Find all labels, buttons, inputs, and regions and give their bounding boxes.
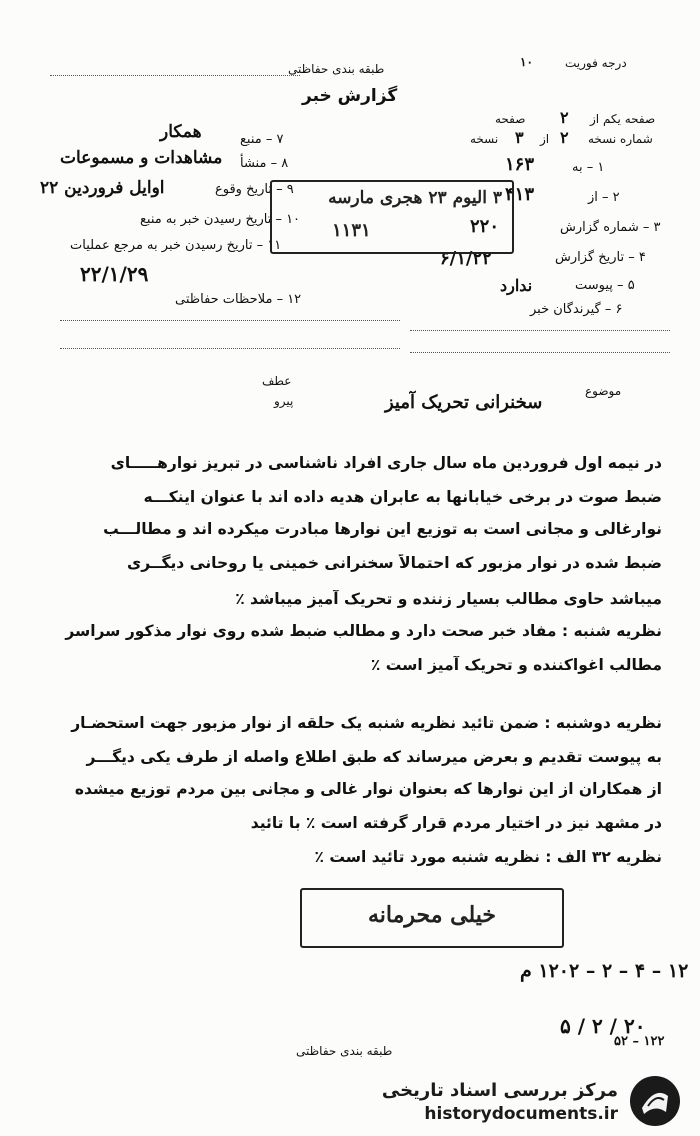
copy-number-label: شماره نسخه: [588, 132, 653, 146]
urgency-label: درجه فوریت: [565, 56, 627, 70]
side-note-reference: عطف: [262, 374, 292, 388]
body-line: در مشهد نیز در اختیار مردم قرار گرفته است ٪ با تائید: [250, 814, 662, 832]
body-line: به پیوست تقدیم و بعرض میرساند که طبق اطلاع واصله از طرف یکی دیگـــر: [86, 748, 662, 766]
field-recipients-label: ۶ – گیرندگان خبر: [530, 302, 623, 317]
body-line: از همکاران از این نوارها که بعنوان نوار غالی و مجانی بین مردم توزیع میشده: [74, 780, 662, 798]
field-occurrence-date-label: ۹ – تاریخ وقوع: [215, 182, 294, 197]
footer-classification-label: طبقه بندی حفاظتی: [296, 1044, 393, 1058]
field-attachment-label: ۵ – پیوست: [575, 278, 635, 293]
from-copy-label: از: [540, 132, 550, 146]
page-value: ۲: [560, 108, 569, 127]
field-to-value: ۱۶۳: [505, 154, 535, 175]
body-line: نظریه شنبه : مفاد خبر صحت دارد و مطالب ضبط شده روی نوار مذکور سراسر: [65, 622, 662, 640]
field-source-label: ۷ – منبع: [240, 132, 284, 147]
field-from-label: ۲ – از: [588, 190, 620, 205]
archive-logo-graphic: [630, 1076, 680, 1126]
field-report-date-label: ۴ – تاریخ گزارش: [555, 250, 646, 265]
field-from-value: ۴۱۳: [505, 184, 535, 205]
date-stamp-line1: ۳ الیوم ۲۳ هجری مارسه: [328, 188, 502, 208]
handwritten-note-date: ۱۲ – ۴ – ۲ – ۱۲۰۲ م: [520, 960, 689, 982]
subject-value: سخنرانی تحریک آمیز: [385, 392, 543, 413]
dotted-line: [50, 75, 300, 76]
dotted-line: [60, 320, 400, 321]
dotted-line: [60, 348, 400, 349]
field-report-date-value: ۶/۱/۲۲: [440, 248, 492, 269]
field-origin-label: ۸ – منشأ: [240, 156, 289, 171]
watermark-title: مرکز بررسی اسناد تاریخی: [381, 1080, 618, 1101]
watermark-url: historydocuments.ir: [424, 1104, 618, 1124]
field-report-no-value: ۲۲۰: [470, 216, 500, 237]
page-word: صفحه: [495, 112, 526, 126]
handwritten-note-ref: ۵ / ۲ / ۲۰: [560, 1014, 646, 1038]
subject-label: موضوع: [585, 384, 622, 398]
page-label: صفحه یکم از: [590, 112, 656, 126]
field-source-value: همکار: [160, 122, 202, 142]
classification-label: طبقه بندی حفاظتی: [288, 62, 385, 76]
secrecy-stamp: [300, 888, 564, 948]
doc-title: گزارش خبر: [302, 86, 398, 106]
body-line: نظریه ۳۲ الف : نظریه شنبه مورد تائید است ٪: [314, 848, 662, 866]
from-copy-value: ۳: [515, 128, 524, 147]
body-line: مطالب اغواکننده و تحریک آمیز است ٪: [370, 656, 662, 674]
body-line: در نیمه اول فروردین ماه سال جاری افراد ناشناسی در تبریز نوارهـــــای: [110, 454, 662, 472]
body-line: نظریه دوشنبه : ضمن تائید نظریه شنبه یک حلقه از نوار مزبور جهت استحضـار: [71, 714, 662, 732]
dotted-line: [410, 330, 670, 331]
secrecy-stamp-text: خیلی محرمانه: [367, 902, 497, 928]
body-line: ضبط صوت در برخی خیابانها به عابران هدیه داده اند با عنوان اینکـــه: [143, 488, 662, 506]
field-to-label: ۱ – به: [572, 160, 605, 175]
urgency-value: ۱۰: [520, 55, 533, 69]
field-occurrence-date-value: اوایل فروردین ۲۲: [40, 178, 165, 198]
handwritten-note-code: ۵۲ – ۱۲۲: [614, 1034, 665, 1049]
date-stamp: [270, 180, 514, 254]
field-ops-received-value: ۲۲/۱/۲۹: [80, 262, 149, 286]
copy-word: نسخه: [470, 132, 499, 146]
body-line: میباشد حاوی مطالب بسیار زننده و تحریک آمیز میباشد ٪: [235, 590, 662, 608]
field-source-received-label: ۱۰ – تاریخ رسیدن خبر به منبع: [140, 212, 301, 227]
field-ops-received-label: ۱۱ – تاریخ رسیدن خبر به مرجع عملیات: [70, 238, 282, 253]
body-line: ضبط شده در نوار مزبور که احتمالاً سخنرانی خمینی یا روحانی دیگــری: [127, 554, 662, 572]
archive-logo-icon: [630, 1076, 680, 1126]
field-origin-value: مشاهدات و مسموعات: [60, 148, 223, 168]
field-security-notes-label: ۱۲ – ملاحظات حفاظتی: [175, 292, 302, 307]
dotted-line: [410, 352, 670, 353]
body-line: نوارغالی و مجانی است به توزیع این نوارها مبادرت میکرده اند و مطالـــب: [103, 520, 662, 538]
field-report-no-label: ۳ – شماره گزارش: [560, 220, 661, 235]
date-stamp-line2: ۱۱۳۱: [332, 220, 371, 241]
side-note-follow: پیرو: [274, 394, 294, 408]
field-attachment-value: ندارد: [500, 276, 533, 295]
copy-number-value: ۲: [560, 128, 569, 147]
